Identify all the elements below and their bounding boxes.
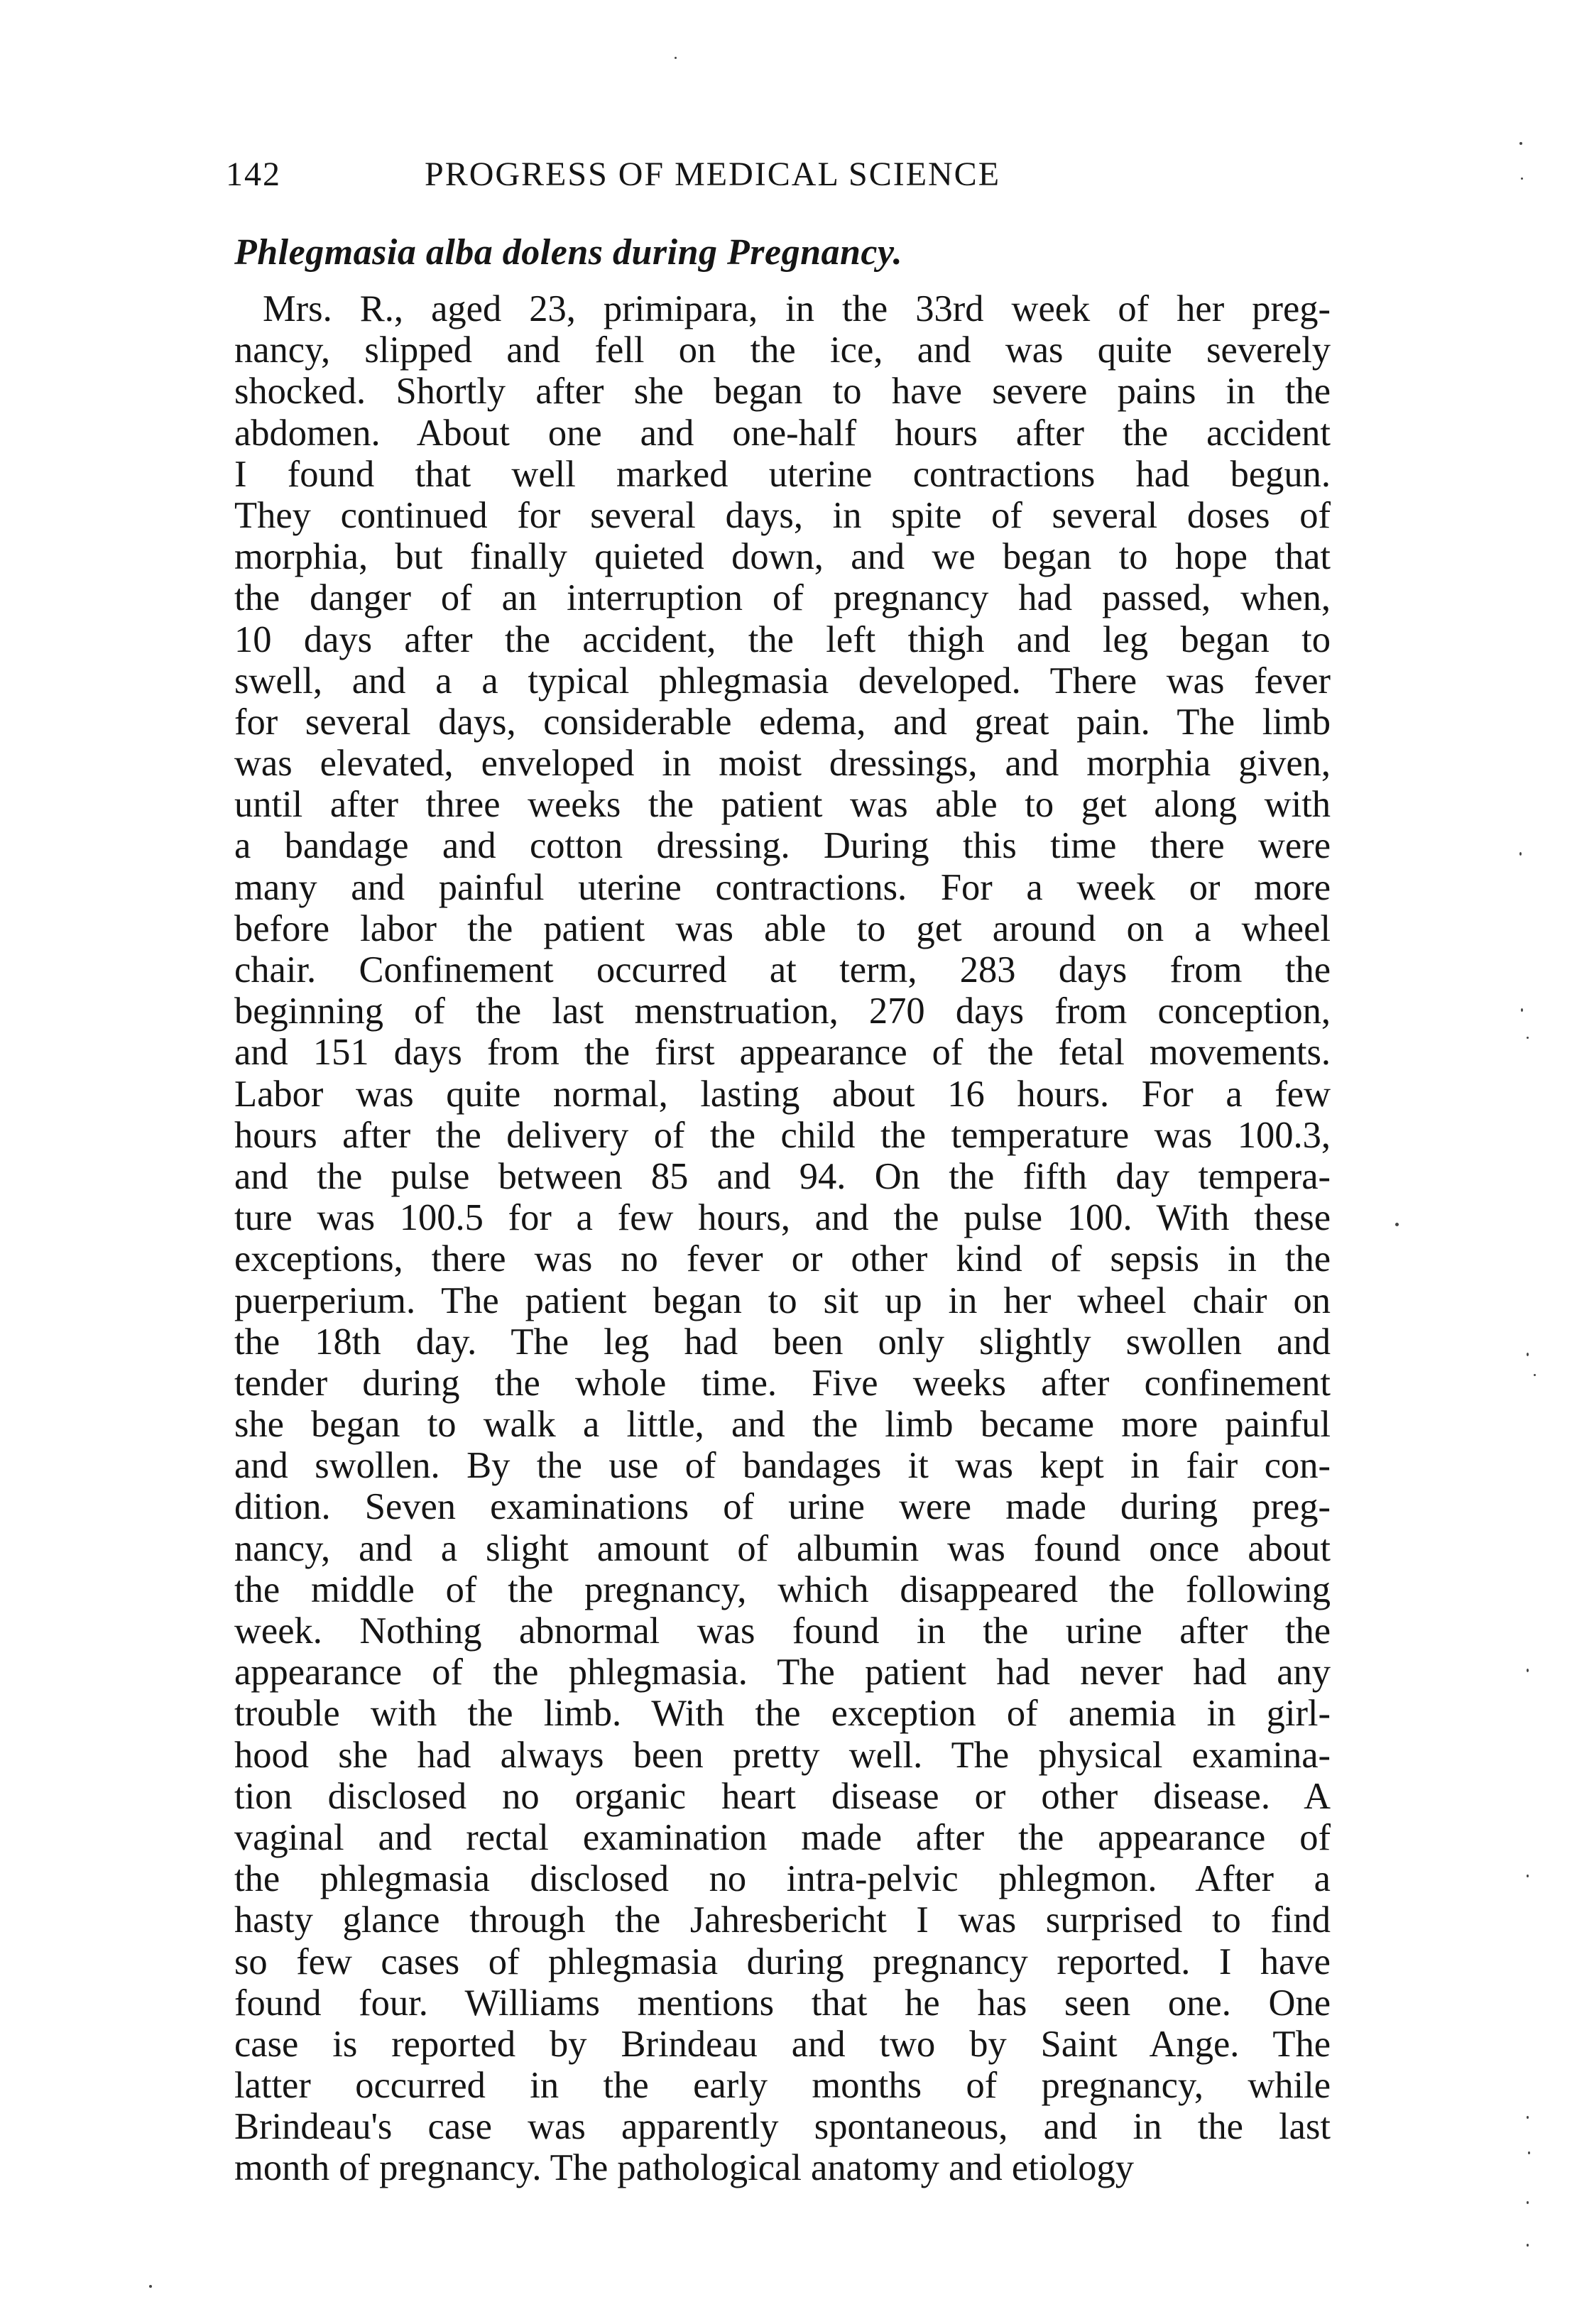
page-number: 142 [226,156,281,193]
scan-speck [1521,178,1523,180]
text-line: and swollen. By the use of bandages it was kept in fair con- [234,1445,1331,1487]
text-line: morphia, but finally quieted down, and we began to hope that [234,536,1331,578]
text-line: a bandage and cotton dressing. During this time there were [234,825,1331,867]
text-line: tender during the whole time. Five weeks after confinement [234,1362,1331,1404]
text-line: the phlegmasia disclosed no intra-pelvic phlegmon. After a [234,1858,1331,1900]
scan-speck [1527,1669,1529,1672]
text-line: for several days, considerable edema, and great pain. The limb [234,701,1331,743]
text-line: dition. Seven examinations of urine were made during preg- [234,1486,1331,1528]
text-line: was elevated, enveloped in moist dressings, and morphia given, [234,743,1331,785]
text-line: before labor the patient was able to get around on a wheel [234,907,1331,949]
text-line: case is reported by Brindeau and two by Saint Ange. The [234,2023,1331,2065]
running-title: PROGRESS OF MEDICAL SCIENCE [425,156,1001,193]
text-line: Mrs. R., aged 23, primipara, in the 33rd week of her preg- [263,288,1331,329]
text-line: exceptions, there was no fever or other kind of sepsis in the [234,1238,1331,1280]
text-line: and 151 days from the first appearance of the fetal movements. [234,1032,1331,1074]
text-line: hasty glance through the Jahresbericht I was surprised to find [234,1899,1331,1941]
text-line: hood she had always been pretty well. The physical examina- [234,1734,1331,1776]
text-line: 10 days after the accident, the left thigh and leg began to [234,618,1331,660]
text-line: hours after the delivery of the child the temperature was 100.3, [234,1114,1331,1156]
text-line: so few cases of phlegmasia during pregnancy reported. I have [234,1941,1331,1982]
scan-speck [1534,1374,1536,1376]
text-line: abdomen. About one and one-half hours after the accident [234,412,1331,454]
text-line: puerperium. The patient began to sit up in her wheel chair on [234,1280,1331,1321]
scan-speck [1527,1875,1529,1877]
text-line: They continued for several days, in spite of several doses of [234,494,1331,536]
text-line: trouble with the limb. With the exception of anemia in girl- [234,1693,1331,1735]
text-line: chair. Confinement occurred at term, 283 days from the [234,949,1331,991]
text-line: and the pulse between 85 and 94. On the fifth day tempera- [234,1155,1331,1197]
text-line: appearance of the phlegmasia. The patient had never had any [234,1652,1331,1693]
scan-speck [1527,1037,1529,1039]
text-line: I found that well marked uterine contractions had begun. [234,453,1331,495]
scan-speck [1395,1223,1399,1226]
scan-speck [1527,2244,1529,2247]
scan-speck [1527,1353,1529,1356]
scan-speck [1527,2116,1529,2119]
text-line: the danger of an interruption of pregnancy had passed, when, [234,577,1331,619]
text-line: nancy, and a slight amount of albumin was found once about [234,1527,1331,1569]
text-line: vaginal and rectal examination made after the appearance of [234,1816,1331,1858]
section-heading: Phlegmasia alba dolens during Pregnancy. [234,232,903,273]
scan-speck [1519,852,1522,856]
body-paragraph [234,288,1331,2189]
text-line: month of pregnancy. The pathological anatomy and etiology [234,2147,1134,2189]
text-line: until after three weeks the patient was able to get along with [234,784,1331,826]
running-head [226,155,1128,200]
text-line: found four. Williams mentions that he has seen one. One [234,1982,1331,2024]
text-line: Brindeau's case was apparently spontaneous, and in the last [234,2106,1331,2148]
text-line: swell, and a a typical phlegmasia developed. There was fever [234,660,1331,702]
scan-speck [1521,1008,1523,1012]
text-line: shocked. Shortly after she began to have severe pains in the [234,371,1331,413]
text-line: week. Nothing abnormal was found in the urine after the [234,1610,1331,1652]
text-line: nancy, slipped and fell on the ice, and was quite severely [234,329,1331,371]
scan-speck [149,2285,152,2288]
text-line: ture was 100.5 for a few hours, and the pulse 100. With these [234,1197,1331,1239]
scan-speck [1519,142,1522,145]
scan-speck [1527,2201,1529,2204]
text-line: beginning of the last menstruation, 270 days from conception, [234,991,1331,1032]
text-line: Labor was quite normal, lasting about 16 hours. For a few [234,1073,1331,1115]
text-line: many and painful uterine contractions. For a week or more [234,866,1331,908]
text-line: the middle of the pregnancy, which disappeared the following [234,1569,1331,1610]
text-line: the 18th day. The leg had been only slightly swollen and [234,1321,1331,1363]
text-line: latter occurred in the early months of pregnancy, while [234,2065,1331,2107]
scan-speck [1528,2151,1530,2154]
text-line: she began to walk a little, and the limb became more painful [234,1404,1331,1446]
scan-speck [675,57,677,59]
text-line: tion disclosed no organic heart disease or other disease. A [234,1775,1331,1817]
